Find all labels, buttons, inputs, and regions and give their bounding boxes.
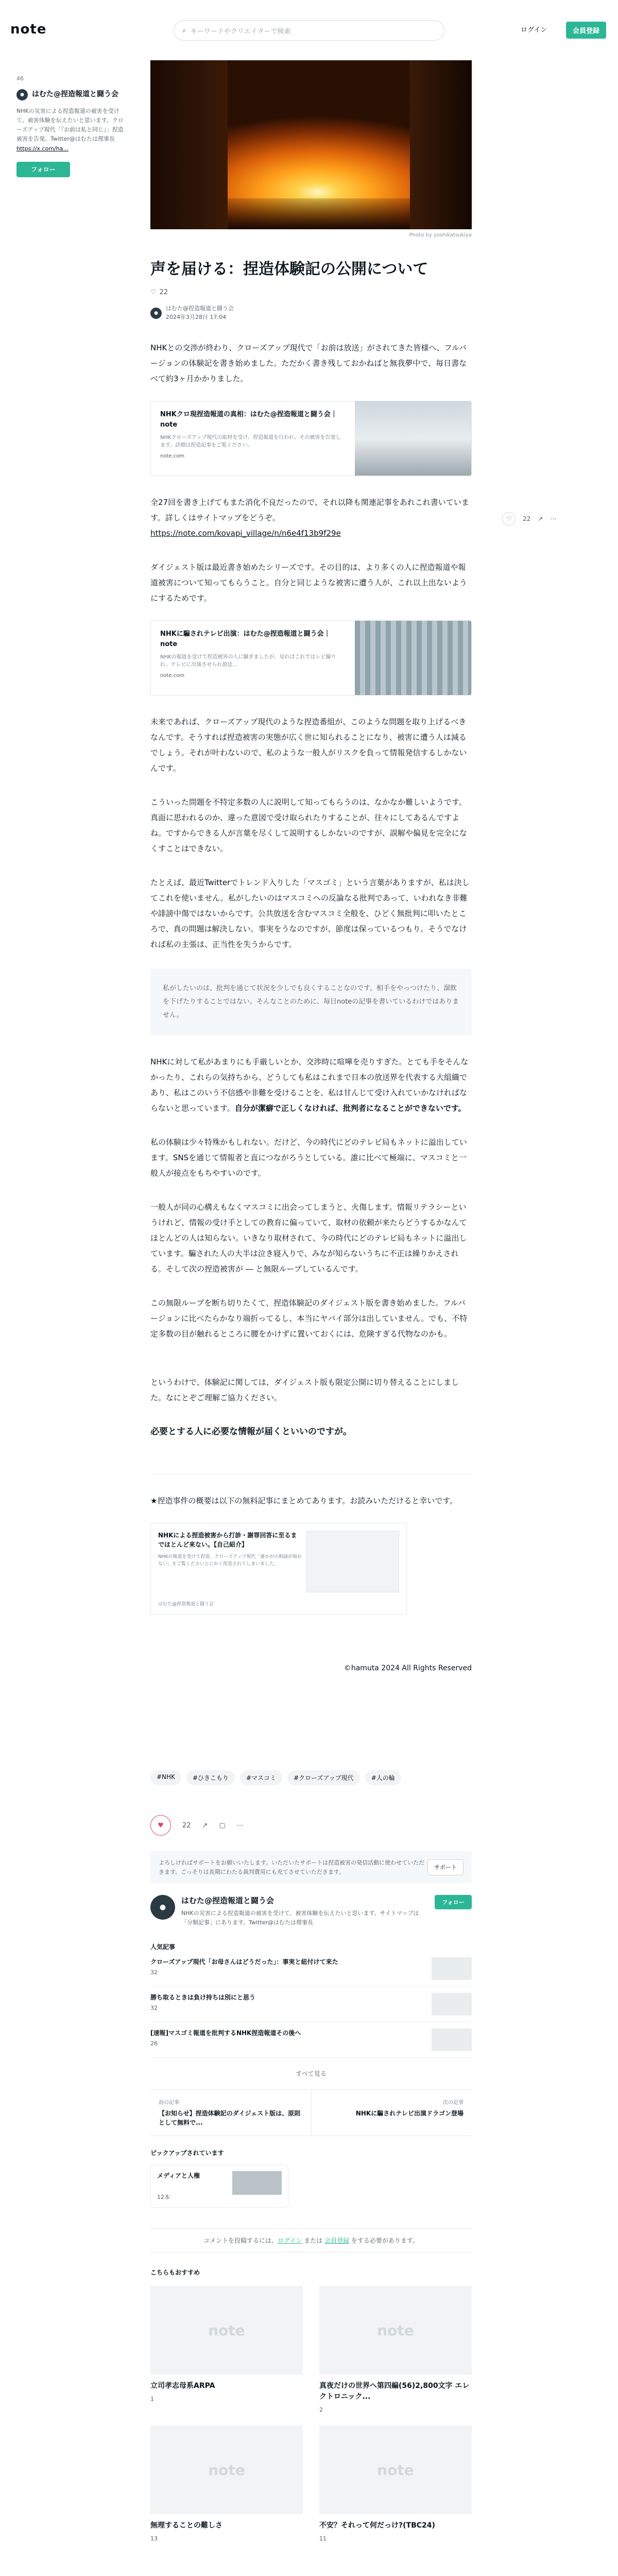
recommend-thumbnail: note <box>319 2286 472 2375</box>
hashtag[interactable]: #NHK <box>150 1770 181 1785</box>
heart-icon[interactable]: ♡ <box>150 289 157 296</box>
recommend-item[interactable]: note 真夜だけの世界へ第四編(56)2,800文字 エレクトロニック... 2 <box>319 2286 472 2413</box>
comment-icon[interactable]: ▢ <box>219 1821 226 1829</box>
embed-card[interactable] <box>150 620 472 696</box>
profile-avatar[interactable]: ● <box>150 1895 175 1920</box>
share-icon[interactable]: ↗ <box>538 515 543 522</box>
profile-follow-button[interactable]: フォロー <box>435 1895 472 1909</box>
pickup-heading: ピックアップされています <box>150 2149 224 2157</box>
recommend-item[interactable]: note 無理することの難しさ 13 <box>150 2426 303 2542</box>
pickup-section <box>150 2148 472 2208</box>
card-title: NHKによる捏造被害から打診・謝罪回答に至るまでほとんど来ない。【自己紹介】 <box>158 1532 297 1548</box>
card-thumbnail <box>306 1531 399 1592</box>
recommend-item[interactable]: note 不安？それって何だっけ?(TBC24) 11 <box>319 2426 472 2542</box>
embed-title: NHKに騙されテレビ出演：はむた@捏造報道と闘う会｜note <box>160 630 331 648</box>
author-row <box>150 304 472 321</box>
embed-card[interactable] <box>150 401 472 476</box>
prev-article[interactable]: 前の記事 【お知らせ】捏造体験記のダイジェスト版は、原則として無料で... <box>159 2100 301 2127</box>
paragraph: というわけで、体験記に関しては、ダイジェスト版も限定公開に切り替えることにしました。なにとぞご理解ご協力ください。 <box>150 1378 459 1402</box>
embed-title: NHKクロ現捏造報道の真相：はむた@捏造報道と闘う会｜note <box>160 411 337 429</box>
site-header <box>0 0 618 60</box>
paragraph: たとえば、最近Twitterでトレンド入りした「マスゴミ」という言葉がありますが、私は決してこれを使いません。私がしたいのはマスコミへの反論なる批判であって、いわれなき非難や誹謗中傷ではないからです。公共放送を含むマスコミ全般を、ひどく無批判に叩いたところで、真の問題は解決しない。事実をうなのですが、節度は保っているつもり。そうでなければ私の主張は、正当性を失うからです。 <box>150 878 470 949</box>
more-icon[interactable]: ⋯ <box>550 515 557 522</box>
like-count: 22 <box>182 1821 191 1829</box>
building-right <box>410 60 472 229</box>
paragraph: NHKに対して私があまりにも手厳しいとか、交渉時に喧嘩を売りすぎた。とても手をそんなかったり、これらの気持ちから、どうしても私はこれまで日本の放送界を代表する大組織であり、私はこのいう不信感や非難を受けることを、私は甘んじて受け入れていかなければならないと思っています。自分が潔癖で正しくなければ、批判者になることができないです。 <box>150 1057 469 1113</box>
float-like-count: 22 <box>523 515 531 522</box>
paragraph: 私の体験は少々特殊かもしれない。だけど、今の時代にどのテレビ局もネットに溢出しています。SNSを通じて情報者と直につながろうとしている。誰に比べて極端に、マスコミと一般人が接点をもちやすいのです。 <box>150 1138 467 1178</box>
search-input[interactable] <box>174 20 444 41</box>
paragraph: 未来であれば、クローズアップ現代のような捏造番組が、このような問題を取り上げるべきなんです。そうすれば捏造被害の実態が広く世に知られることになり、被害に遭う人は減るでしょう。それが叶わないので、私のような一般人がリスクを負って情報発信するしかないんです。 <box>150 717 467 773</box>
magazine-card[interactable]: メディアと人権 12本 <box>150 2164 288 2208</box>
paragraph: ★捏造事件の概要は以下の無料記事にまとめてあります。お読みいただけると幸いです。 <box>150 1496 458 1505</box>
building-left <box>150 60 228 229</box>
article-nav <box>150 2089 472 2136</box>
related-heading: 人気記事 <box>150 1943 176 1951</box>
paragraph: 一般人が同の心構えもなくマスコミに出会ってしまうと、火傷します。情報リテラシーというけれど、情報の受け手としての教育に偏っていて、取材の依頼が来たらどうするかなんてほとんどの人は知らない。いきなり取材されて、今の時代にどのテレビ局もネットに溢出しています。騙された人の大半は泣き寝入りで、みなが知らないうちに不正は繰りかえされる。そして次の捏造被害が ― と無限ループしているんです。 <box>150 1202 467 1274</box>
article-card[interactable] <box>150 1523 407 1615</box>
blockquote: 私がしたいのは、批判を通じて状況を少しでも良くすることなのです。相手をやっつけたり、溜飲を下げたりすることではない。そんなことのために、毎日noteの記事を書いているわけではありません。 <box>150 969 472 1036</box>
creator-sidebar <box>16 75 125 177</box>
embed-thumbnail <box>355 401 471 476</box>
embed-url: note.com <box>160 453 185 459</box>
login-link[interactable]: ログイン <box>521 26 547 34</box>
sidebar-count: 46 <box>16 75 24 82</box>
paragraph: この無限ループを断ち切りたくて、捏造体験記のダイジェスト版を書き始めました。フルバージョンに比べたらかなり端折ってるし、本当にヤバイ部分は出していません。でも、不特定多数の目が触れるところに腰をかけずに置いておくには、危険すぎる代物なのかも。 <box>150 1298 468 1338</box>
like-button[interactable]: ♥ <box>150 1815 171 1836</box>
follow-button[interactable]: フォロー <box>16 162 70 177</box>
street <box>228 198 410 229</box>
like-count: 22 <box>159 289 168 296</box>
creator-description: NHKの災害による捏造報道の被害を受けて、被害体験を伝えたいと思います。クローズアップ現代「『お前は私と同じ』」捏造被害を告発。Twitter@はむたは理事長 https://x.com/ha... <box>16 108 124 152</box>
author-name[interactable]: はむた@捏造報道と闘う会 <box>166 305 234 312</box>
note-logo[interactable]: note <box>10 22 47 37</box>
embed-url: note.com <box>160 673 185 679</box>
related-thumbnail <box>432 1993 472 2015</box>
recommend-thumbnail: note <box>150 2426 303 2514</box>
hashtag[interactable]: #マスコミ <box>240 1770 282 1785</box>
like-row <box>150 289 472 296</box>
related-thumbnail <box>432 2028 472 2051</box>
author-avatar[interactable]: ● <box>150 308 162 319</box>
embed-desc: NHKの報道を受けて捏造被害の人に騒ぎましたが、見ればこれではレビ撮りれ、テレビに出演させられ放送... <box>160 654 336 668</box>
related-item[interactable]: 勝ち取るときは負け持ちは別にと思う 32 <box>150 1987 472 2022</box>
next-article[interactable]: 次の記事 NHKに騙されテレビ出演ドラゴン登場 <box>311 2090 472 2136</box>
search-icon: ⌕ <box>182 26 186 35</box>
emphasis-line: 必要とする人に必要な情報が届くといいのですが。 <box>150 1427 352 1437</box>
more-icon[interactable]: ⋯ <box>236 1821 244 1829</box>
creator-link[interactable]: https://x.com/ha... <box>16 145 68 152</box>
related-item[interactable]: [速報]マスゴミ報道を批判するNHK捏造報道その後へ 26 <box>150 2022 472 2058</box>
hashtag[interactable]: #人の輪 <box>365 1770 401 1785</box>
support-text: よろしければサポートをお願いいたします。いただいたサポートは捏造被害の発信活動に使わせていただきます。ごっそりは長期にわたる裁判費用にも充てさせていただきます。 <box>159 1859 425 1875</box>
author-profile <box>150 1895 472 1927</box>
tag-list <box>150 1770 472 1785</box>
hashtag[interactable]: #クローズアップ現代 <box>287 1770 360 1785</box>
creator-name[interactable]: はむた@捏造報道と闘う会 <box>32 90 118 98</box>
profile-name[interactable]: はむた@捏造報道と闘う会 <box>181 1896 274 1906</box>
paragraph: ダイジェスト版は最近書き始めたシリーズです。その目的は、より多くの人に捏造報道や報道被害について知ってもらうこと。自分と同じような被害に遭う人が、これ以上出ないようにするためです。 <box>150 563 467 603</box>
comment-login-link[interactable]: ログイン <box>278 2237 302 2245</box>
recommend-thumbnail: note <box>150 2286 303 2375</box>
see-all-link[interactable]: すべて見る <box>296 2070 327 2078</box>
paragraph: 全27回を書き上げてもまた消化不良だったので、それ以降も関連記事をあれこれ書いています。詳しくはサイトマップをどうぞ。 https://note.com/kovapi_village/n/n6e4f13b9f29e <box>150 498 469 538</box>
card-author: はむた@捏造報道と闘う会 <box>158 1602 214 1607</box>
card-desc: NHKの報道を受けて捏造、クローズアップ現代「誰かがの相談が取れない」をご覧くださいとにかく捏造されてしまいました。 <box>158 1554 302 1567</box>
search-placeholder: キーワードやクリエイターで検索 <box>190 27 291 36</box>
divider <box>150 1474 472 1475</box>
embed-desc: NHKクローズアップ現代の取材を受け、捏造報道を行われ、その被害を告発します。詳細は捏造記事をご覧ください。 <box>160 435 341 448</box>
paragraph: こういった問題を不特定多数の人に説明して知ってもらうのは、なかなか難しいようです。真面に思われるのか、違った意図で受け取られたりすることが、往々にしてあるんですよね。ですからできる人が言葉を尽くして説明するしかないのですが、誤解や偏見を完全になくすことはできない。 <box>150 798 467 853</box>
article-title: 声を届ける：捏造体験記の公開について <box>150 260 428 278</box>
hero-image <box>150 60 472 229</box>
recommend-grid <box>150 2286 472 2542</box>
action-bar <box>150 1815 472 1836</box>
photo-credit[interactable]: Photo by yoshikatsukiya <box>409 232 472 238</box>
publish-date: 2024年3月28日 17:04 <box>166 313 227 320</box>
related-item[interactable]: クローズアップ現代「お母さんはどうだった」：事実と紐付けて来た 32 <box>150 1951 472 1987</box>
floating-actions <box>502 512 556 526</box>
profile-desc: NHKの災害による捏造報道の被害を受けて、被害体験を伝えたいと思います。サイトマップは「分類記事」にあります。Twitter@はむたは理事長 <box>181 1910 419 1926</box>
magazine-thumbnail <box>232 2171 282 2195</box>
copyright: ©hamuta 2024 All Rights Reserved <box>344 1664 472 1672</box>
comment-signup-link[interactable]: 会員登録 <box>324 2237 350 2245</box>
sitemap-link[interactable]: https://note.com/kovapi_village/n/n6e4f13b9f29e <box>150 529 341 538</box>
paragraph: NHKとの交渉が終わり、クローズアップ現代で「お前は放送」がされてきた皆様へ、フルバージョンの体験記を書き始めました。ただかく書き残しておかねばと無我夢中で、毎日書なべて約3ヶ月かかりました。 <box>150 343 467 383</box>
comment-notice: コメントを投稿するには、ログイン または 会員登録 をする必要があります。 <box>150 2228 472 2252</box>
support-box <box>150 1851 472 1884</box>
recommend-heading: こちらもおすすめ <box>150 2269 200 2277</box>
avatar[interactable]: ● <box>16 89 28 100</box>
article <box>150 60 472 2542</box>
share-icon[interactable]: ↗ <box>202 1821 208 1829</box>
recommend-item[interactable]: note 立司孝志母系ARPA 1 <box>150 2286 303 2413</box>
float-like-button[interactable]: ♡ <box>502 512 516 526</box>
signup-button[interactable]: 会員登録 <box>566 22 606 39</box>
recommend-thumbnail: note <box>319 2426 472 2514</box>
embed-thumbnail <box>355 621 471 696</box>
support-button[interactable]: サポート <box>427 1859 464 1876</box>
hashtag[interactable]: #ひきこもり <box>186 1770 235 1785</box>
related-thumbnail <box>432 1957 472 1980</box>
